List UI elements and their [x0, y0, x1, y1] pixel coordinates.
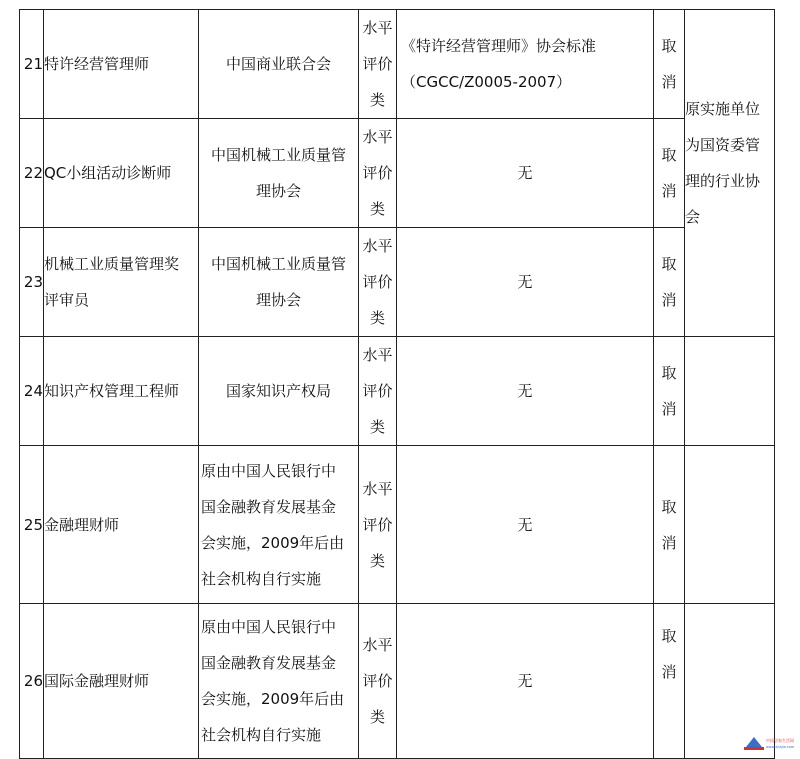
standard: 无 [397, 228, 654, 337]
action: 取 消 [654, 604, 685, 759]
row-number: 26 [20, 604, 44, 759]
organization: 原由中国人民银行中 国金融教育发展基金 会实施，2009年后由 社会机构自行实施 [199, 604, 359, 759]
organization: 国家知识产权局 [199, 337, 359, 446]
table-row [20, 604, 775, 759]
action: 取 消 [654, 446, 685, 604]
category: 水平 评价 类 [359, 337, 397, 446]
note-cell-empty [685, 446, 775, 604]
table-row [20, 10, 775, 119]
occupation-name: 知识产权管理工程师 [44, 337, 199, 446]
table-row [20, 337, 775, 446]
organization: 原由中国人民银行中 国金融教育发展基金 会实施，2009年后由 社会机构自行实施 [199, 446, 359, 604]
standard: 《特许经营管理师》协会标准 （CGCC/Z0005-2007） [397, 10, 654, 119]
action: 取 消 [654, 10, 685, 119]
note-cell: 原实施单位 为国资委管 理的行业协 会 [685, 119, 775, 337]
occupation-name: 国际金融理财师 [44, 604, 199, 759]
action: 取 消 [654, 228, 685, 337]
row-number: 22 [20, 119, 44, 228]
organization: 中国机械工业质量管 理协会 [199, 119, 359, 228]
action: 取 消 [654, 337, 685, 446]
row-number: 25 [20, 446, 44, 604]
category: 水平 评价 类 [359, 604, 397, 759]
category: 水平 评价 类 [359, 446, 397, 604]
row-number: 24 [20, 337, 44, 446]
svg-text:中国居家生活网: 中国居家生活网 [766, 738, 794, 743]
category: 水平 评价 类 [359, 228, 397, 337]
occupation-name: QC小组活动诊断师 [44, 119, 199, 228]
svg-text:www.ejiajia.com: www.ejiajia.com [766, 745, 795, 749]
category: 水平 评价 类 [359, 119, 397, 228]
standard: 无 [397, 604, 654, 759]
row-number: 23 [20, 228, 44, 337]
organization: 中国商业联合会 [199, 10, 359, 119]
row-number: 21 [20, 10, 44, 119]
occupation-name: 机械工业质量管理奖 评审员 [44, 228, 199, 337]
certification-table [19, 9, 775, 759]
category: 水平 评价 类 [359, 10, 397, 119]
standard: 无 [397, 446, 654, 604]
action: 取 消 [654, 119, 685, 228]
table-row [20, 228, 775, 337]
standard: 无 [397, 337, 654, 446]
table-row [20, 119, 775, 228]
organization: 中国机械工业质量管 理协会 [199, 228, 359, 337]
occupation-name: 特许经营管理师 [44, 10, 199, 119]
site-watermark-logo [744, 733, 796, 753]
note-cell-empty [685, 337, 775, 446]
table-row [20, 446, 775, 604]
standard: 无 [397, 119, 654, 228]
occupation-name: 金融理财师 [44, 446, 199, 604]
